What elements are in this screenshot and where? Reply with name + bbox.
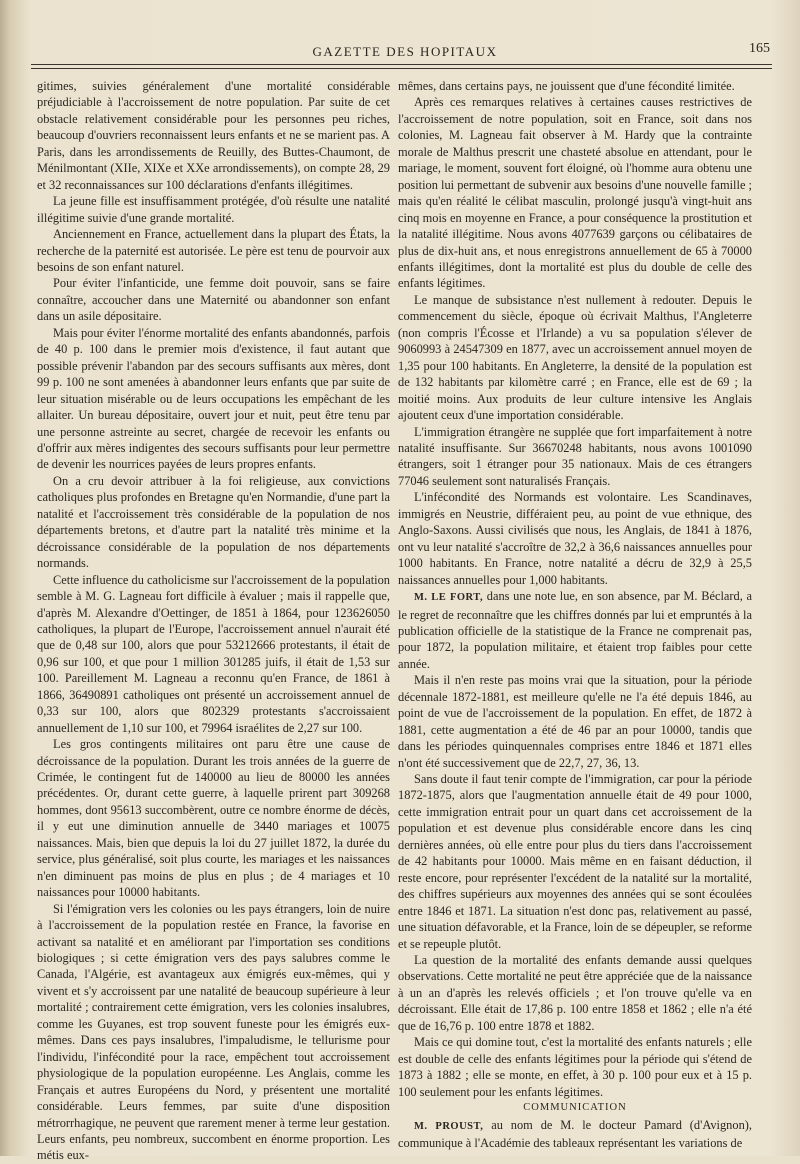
paragraph: Les gros contingents militaires ont paru être une cause de décroissance de la population. Durant les trois années de la guerre de Crimée, le contingent fut de 140000 au lieu de 80000 les années précédentes. Or, durant cette guerre, à laquelle prirent part 309268 hommes, dont 95613 succombèrent, outre ce nombre énorme de décès, il y eut une diminution annuelle de 3440 mariages et 10075 naissances. Mais, bien que depuis la loi du 27 juillet 1872, la durée du service, plus généralisé, soit plus courte, les mariages et les naissances n'en diminuent pas moins de plus en plus ; de 4 mariages et 10 naissances pour 10000 habitants. <box>37 737 390 900</box>
continued-paragraph: gitimes, suivies généralement d'une mortalité considérable préjudiciable à l'accroissement de notre population. Par suite de cet obstacle relativement considérable pour les personnes peu riches, beaucoup d'ouvriers reconnaissent leurs enfants et ne se marient pas. A Paris, dans les arrondissements de Reuilly, des Buttes-Chaumont, de Ménilmontant (XIIe, XIXe et XXe arrondissements), on compte 28, 29 et 32 reconnaissances sur 100 déclarations d'enfants illégitimes. <box>37 79 390 192</box>
paragraph: Anciennement en France, actuellement dans la plupart des États, la recherche de la paternité est autorisée. Le père est tenu de pourvoir aux besoins de son enfant naturel. <box>37 227 390 274</box>
paragraph: Mais il n'en reste pas moins vrai que la situation, pour la période décennale 1872-1881, est meilleure qu'elle ne l'a été depuis 1846, au point de vue de l'accroissement de la population. En effet, de 1872 à 1881, cette augmentation a été de 46 par an pour 10000, tandis que dans les périodes quinquennales comprises entre 1846 et 1871 elles n'ont été successivement que de 22,7, 27, 36, 13. <box>398 673 752 770</box>
header-rule-thin <box>31 68 772 69</box>
paragraph: Cette influence du catholicisme sur l'accroissement de la population semble à M. G. Lagneau fort difficile à évaluer ; mais il rappelle que, d'après M. Alexandre d'Oettinger, de 1851 à 1864, pour 123626050 catholiques, la plupart de l'Europe, l'accroissement annuel n'aurait été que de 0,48 sur 100, alors que pour 53212666 protestants, il était de 0,96 sur 100, et que pour 1 million 301285 juifs, il était de 1,53 sur 100. Pareillement M. Lagneau a reconnu qu'en France, de 1861 à 1866, 36490891 catholiques ont présenté un accroissement annuel de 0,33 sur 100, alors que 802329 protestants s'accroissaient annuellement de 1,10 sur 100, et 79964 israélites de 2,27 sur 100. <box>37 572 390 735</box>
continued-paragraph: mêmes, dans certains pays, ne jouissent que d'une fécondité limitée. <box>398 79 735 93</box>
paragraph: Après ces remarques relatives à certaines causes restrictives de l'accroissement de notre population, soit en France, soit dans nos colonies, M. Lagneau fait observer à M. Hardy que la contrainte morale de Malthus prescrit une chasteté absolue en attendant, pour le mariage, le moment, souvent fort éloigné, où l'homme aura obtenu une position lui permettant de subvenir aux besoins d'une nouvelle famille ; mais qu'en réalité le célibat masculin, prolongé jusqu'à vingt-huit ans cinq mois en moyenne en France, a pour conséquence la prostitution et la natalité illégitime. Nous avons 4077639 garçons ou célibataires de plus de dix-huit ans, et nous enregistrons annuellement de 65 à 70000 enfants illégitimes, dont la mortalité est plus du double de celle des enfants légitimes. <box>398 95 752 291</box>
speaker-paragraph <box>398 1117 752 1152</box>
paragraph: L'immigration étrangère ne supplée que fort imparfaitement à notre natalité insuffisante. Sur 36670248 habitants, nous avons 1001090 étrangers, soit 1 étranger pour 35 nationaux. Mais de ces étrangers 77046 seulement sont naturalisés Français. <box>398 424 752 488</box>
speaker-text: au nom de M. le docteur Pamard (d'Avignon), communique à l'Académie des tableaux représentant les variations de <box>398 1117 752 1150</box>
paragraph: Si l'émigration vers les colonies ou les pays étrangers, loin de nuire à l'accroissement de la population restée en France, la favorise en activant sa natalité et en améliorant par l'importation ses conditions biologiques ; si cette émigration vers des pays salubres comme le Canada, l'Algérie, est avantageux aux émigrés eux-mêmes, qui y vivent et s'y accroissent par une natalité de beaucoup supérieure à leur mortalité ; contrairement cette émigration, vers les colonies insalubres, comme les Guyanes, est trop souvent funeste pour les émigrés eux-mêmes. Dans ces pays insalubres, l'impaludisme, le tellurisme pour l'individu, l'infécondité pour la race, empêchent tout accroissement physiologique de la population européenne. Les Anglais, comme les Français et autres Européens du Nord, y présentent une mortalité considérable. Leurs femmes, par suite d'une disposition métrorrhagique, ne peuvent que rarement mener à terme leur gestation. Leurs enfants, peu nombreux, succombent en énorme proportion. Les métis eux- <box>37 901 390 1163</box>
paragraph: Mais ce qui domine tout, c'est la mortalité des enfants naturels ; elle est double de celle des enfants légitimes pour la période qui s'étend de 1873 à 1882 ; elle se monte, en effet, à 30 p. 100 pour eux et à 15 p. 100 seulement pour les enfants légitimes. <box>398 1035 752 1099</box>
paragraph: Pour éviter l'infanticide, une femme doit pouvoir, sans se faire connaître, accoucher dans une Maternité ou abandonner son enfant dans un asile dépositaire. <box>37 276 390 324</box>
paragraph: Sans doute il faut tenir compte de l'immigration, car pour la période 1872-1875, alors que l'augmentation annuelle était de 49 pour 1000, cette immigration entrait pour un quart dans cet accroissement de la population et est devenue plus considérable encore dans les cinq dernières années, où elle entre pour plus du tiers dans l'accroissement de 42 habitants pour 10000. Mais même en en faisant déduction, il reste encore, pour représenter l'excédent de la natalité sur la mortalité, des chiffres supérieurs aux moyennes des années qui se sont écoulées entre 1846 et 1871. La situation n'est donc pas, relativement au passé, une situation défavorable, et la France, loin de se dépeupler, se reforme et se repeuple plutôt. <box>398 772 752 951</box>
speaker-text: dans une note lue, en son absence, par M. Béclard, a le regret de reconnaître que les chiffres donnés par lui et empruntés à la publication officielle de la statistique de la France ne comprenait pas, pour 1872, la population militaire, et étaient trop faibles pour cette année. <box>398 589 753 671</box>
speaker-paragraph <box>398 588 752 672</box>
header-rule-thick <box>31 64 772 65</box>
paragraph: L'infécondité des Normands est volontaire. Les Scandinaves, immigrés en Neustrie, différaient peu, au point de vue ethnique, des Anglo-Saxons. Aussi civilisés que nous, les Anglais, de 1841 à 1876, ont vu leur natalité s'accroître de 32,2 à 36,6 naissances annuelles pour 1000 habitants. En France, notre natalité a décru de 32,9 à 25,5 naissances annuelles pour 1,000 habitants. <box>398 490 752 587</box>
left-column <box>37 78 390 1164</box>
right-column <box>398 78 752 1151</box>
speaker-name: M. PROUST, <box>414 1120 484 1132</box>
paragraph: La jeune fille est insuffisamment protégée, d'où résulte une natalité illégitime suivie d'une grande mortalité. <box>37 194 390 225</box>
page-number: 165 <box>749 41 770 56</box>
speaker-name: M. LE FORT, <box>414 592 484 604</box>
paragraph: La question de la mortalité des enfants demande aussi quelques observations. Cette mortalité ne peut être appréciée que de la naissance à un an d'après les relevés officiels ; et l'on trouve qu'elle va en décroissant. Elle était de 17,86 p. 100 entre 1858 et 1862 ; elle n'a été que de 16,76 p. 100 entre 1878 et 1882. <box>398 953 752 1033</box>
paragraph: On a cru devoir attribuer à la foi religieuse, aux convictions catholiques plus profondes en Bretagne qu'en Normandie, d'une part la natalité et l'accroissement très considérable de la population de nos départements bretons, et d'autre part la natalité très minime et la décroissance considérable de la population de nos départements normands. <box>37 473 390 571</box>
journal-title: GAZETTE DES HOPITAUX <box>312 44 498 59</box>
section-heading: COMMUNICATION <box>523 1102 627 1114</box>
paragraph: Mais pour éviter l'énorme mortalité des enfants abandonnés, parfois de 40 p. 100 dans le premier mois d'existence, il faut autant que possible prévenir l'abandon par des secours suffisants aux mères, dont 99 p. 100 ne sont amenées à abandonner leurs enfants que par suite de leur situation misérable ou de leurs occupations les empêchant de les allaiter. Un bureau dépositaire, ouvert jour et nuit, peut être tenu par une personne astreinte au secret, chargée de recevoir les enfants ou d'offrir aux mères indigentes des secours suffisants pour leur permettre de devenir les nourrices payées de leurs propres enfants. <box>37 325 390 472</box>
paragraph: Le manque de subsistance n'est nullement à redouter. Depuis le commencement du siècle, époque où écrivait Malthus, l'Angleterre (non compris l'Écosse et l'Irlande) a vu sa population s'élever de 9060993 à 24547309 en 1877, avec un accroissement annuel moyen de 1,35 pour 100 habitants. En Angleterre, la densité de la population est de 132 habitants par kilomètre carré ; en France, elle est de 69 ; la moitié moins. Aux produits de leur culture intensive les Anglais ajoutent ceux d'une importation considérable. <box>398 292 752 423</box>
